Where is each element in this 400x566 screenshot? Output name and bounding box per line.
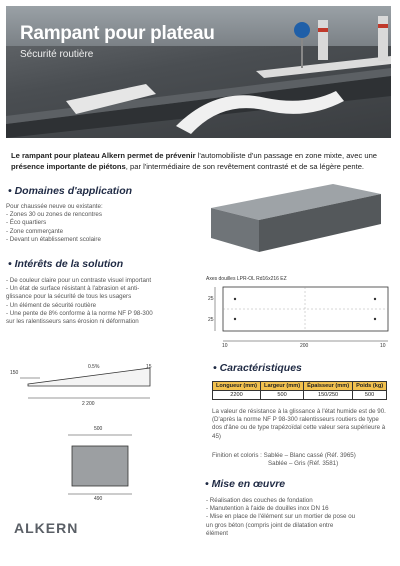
product-3d-render xyxy=(205,180,385,260)
intro-text-2: , par l'intermédiaire de son revêtement contrasté et de sa légère pente. xyxy=(125,161,365,171)
side-dim-right: 15 xyxy=(146,364,152,370)
list-item: - Un élément de sécurité routière xyxy=(6,301,97,309)
domaines-list xyxy=(6,203,103,244)
front-dim-bottom: 490 xyxy=(94,496,103,502)
table-header: Longueur (mm) xyxy=(213,382,261,391)
table-cell: 500 xyxy=(353,391,387,400)
table-header: Largeur (mm) xyxy=(261,382,304,391)
table-header-row xyxy=(213,382,387,391)
list-item: - Zones 30 ou zones de rencontres xyxy=(6,211,102,219)
specs-table xyxy=(212,381,387,400)
side-dim-left: 150 xyxy=(10,370,19,376)
dim-h2: 25 xyxy=(208,317,214,323)
table-header: Épaisseur (mm) xyxy=(304,382,353,391)
list-item: - Éco quartiers xyxy=(6,219,47,227)
list-item: - Une pente de 8% conforme à la norme NF P 98-300 xyxy=(6,309,153,317)
table-row xyxy=(213,391,387,400)
dim-right: 10 xyxy=(380,343,386,349)
page-subtitle: Sécurité routière xyxy=(20,49,94,60)
front-dim-top: 500 xyxy=(94,426,103,432)
hero-image xyxy=(6,6,391,138)
table-cell: 150/250 xyxy=(304,391,353,400)
intro-paragraph xyxy=(11,151,389,172)
list-item: glissance pour la sécurité de tous les usagers xyxy=(6,293,132,301)
dim-h1: 25 xyxy=(208,296,214,302)
list-item: - Devant un établissement scolaire xyxy=(6,235,101,243)
interets-list xyxy=(6,277,153,326)
side-dim-bottom: 2 200 xyxy=(82,401,95,407)
finition-label: Finition et coloris : xyxy=(212,452,262,459)
list-item: - Réalisation des couches de fondation xyxy=(206,497,313,504)
table-cell: 500 xyxy=(261,391,304,400)
finition-2: Sablée – Gris (Réf. 3581) xyxy=(268,460,339,468)
intro-text-1: l'automobiliste d'un passage en zone mixte, avec une xyxy=(195,151,378,160)
page-title: Rampant pour plateau xyxy=(20,23,215,44)
mise-list xyxy=(206,497,355,538)
alkern-logo: ALKERN xyxy=(14,520,79,536)
domaines-heading: • Domaines d'application xyxy=(8,185,133,197)
side-dim-mid: 0.5% xyxy=(88,364,100,370)
intro-bold-2: présence importante de piétons xyxy=(11,161,126,171)
list-item: sur les ralentisseurs sans érosion ni déformation xyxy=(6,318,139,326)
finition-1: Sablée – Blanc cassé (Réf. 3965) xyxy=(263,452,356,459)
list-item: - Un état de surface résistant à l'abrasion et anti- xyxy=(6,285,140,293)
caracteristiques-heading: • Caractéristiques xyxy=(213,362,302,374)
mise-heading: • Mise en œuvre xyxy=(205,478,286,490)
list-item: - Mise en place de l'élément sur un mortier de pose ou xyxy=(206,513,356,521)
drawing-caption: Axes douilles LPR-OL Rd16x216 EZ xyxy=(206,276,287,282)
side-view-drawing xyxy=(10,360,160,405)
list-item: - Zone commerçante xyxy=(6,227,64,235)
interets-heading: • Intérêts de la solution xyxy=(8,258,124,270)
intro-bold-1: Le rampant pour plateau Alkern permet de prévenir xyxy=(11,151,196,160)
list-item: élément xyxy=(206,529,229,537)
dim-mid: 200 xyxy=(300,343,309,349)
domaines-intro: Pour chaussée neuve ou existante: xyxy=(6,203,103,210)
finition-block xyxy=(212,452,392,468)
table-cell: 2200 xyxy=(213,391,261,400)
list-item: - De couleur claire pour un contraste visuel important xyxy=(6,277,152,284)
dim-left: 10 xyxy=(222,343,228,349)
glissance-paragraph: La valeur de résistance à la glissance à l'état humide est de 90. (D'après la norme NF P 98-300 ralentisseurs routiers de type dos d'âne ou de type trapézoïdal cette valeur sera supérieure à 45) xyxy=(212,408,386,440)
list-item: un gros béton (compris joint de dilatation entre xyxy=(206,521,334,529)
front-view-drawing xyxy=(60,430,140,500)
list-item: - Manutention à l'aide de douilles inox DN 16 xyxy=(206,505,329,513)
table-header: Poids (kg) xyxy=(353,382,387,391)
